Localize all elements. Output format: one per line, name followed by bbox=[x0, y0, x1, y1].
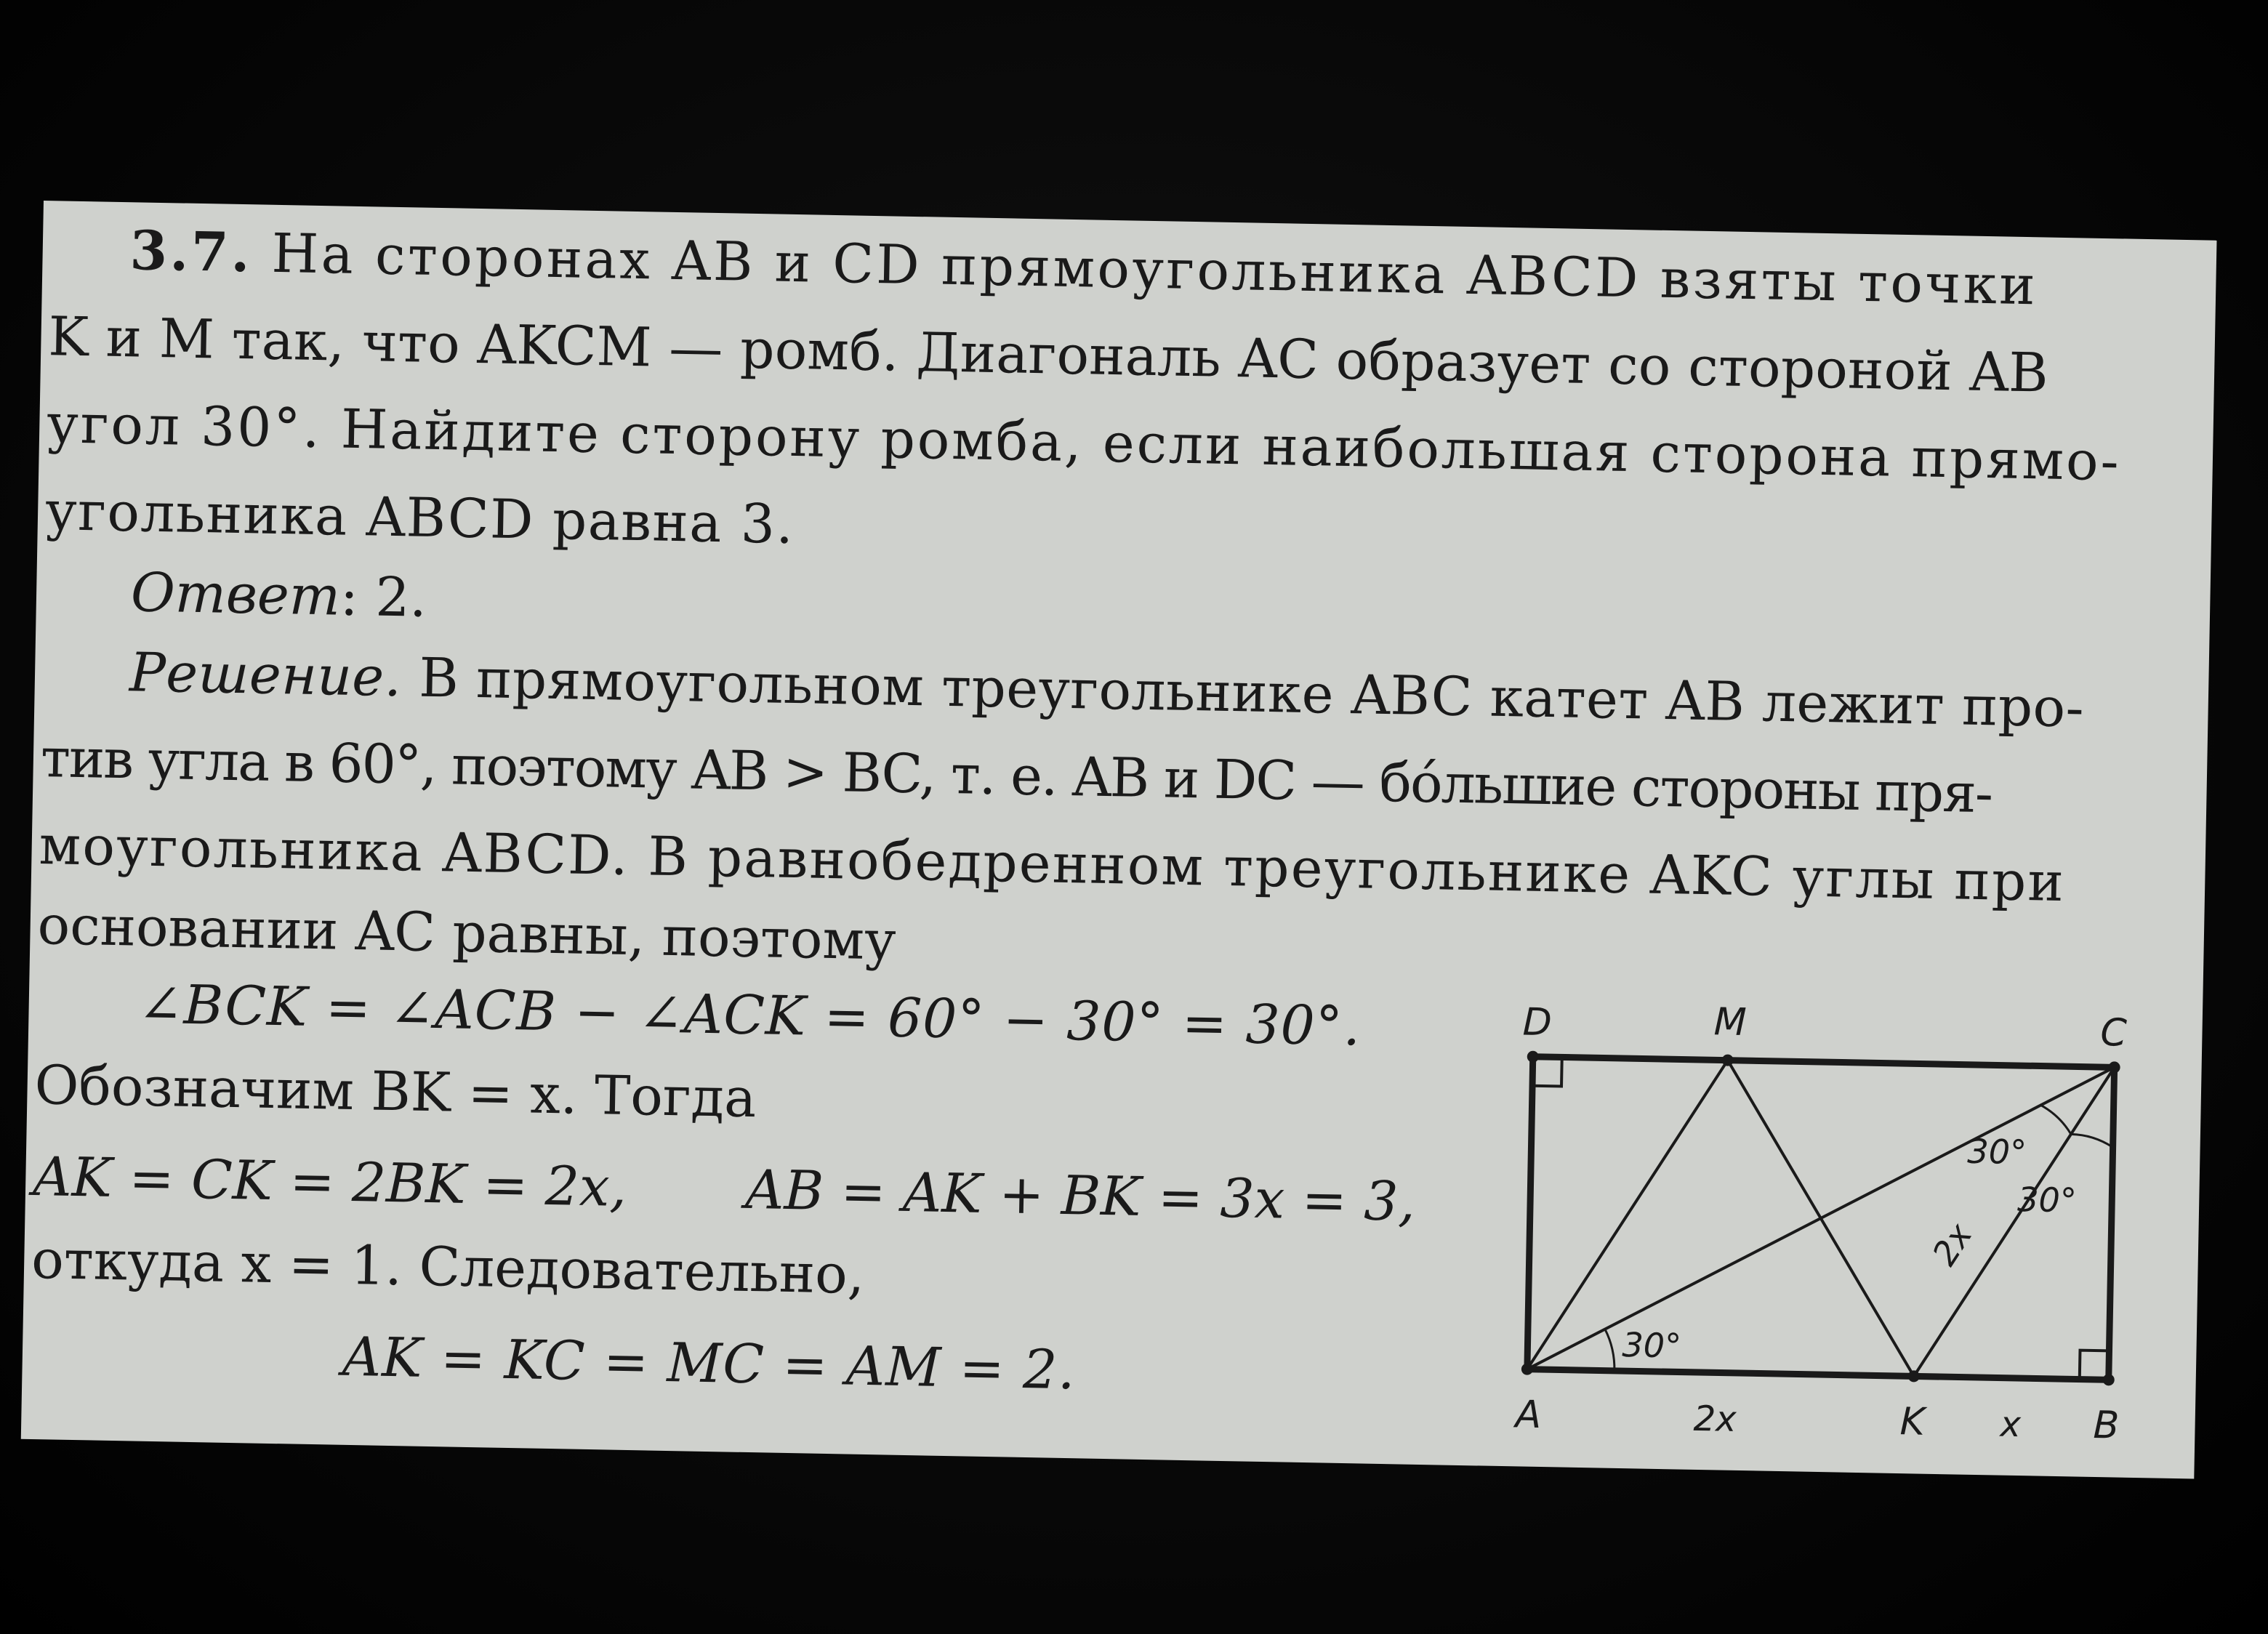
segment-label-ak: 2x bbox=[1693, 1398, 1737, 1440]
label-d: D bbox=[1522, 1000, 1553, 1045]
answer-label: Ответ bbox=[130, 561, 341, 628]
solution-line-3: моугольника ABCD. В равнобедренном треугольнике AKC углы при bbox=[38, 814, 2066, 914]
angle-arc-c-2 bbox=[2071, 1134, 2113, 1147]
formula-angle-bck: ∠BCK = ∠ACB − ∠ACK = 60° − 30° = 30°. bbox=[137, 973, 1362, 1058]
solution-line-4: основании AC равны, поэтому bbox=[36, 894, 897, 973]
label-m: M bbox=[1713, 1000, 1748, 1045]
angle-arc-c-1 bbox=[2040, 1106, 2072, 1135]
solution-line-1: Решение. В прямоугольном треугольнике ABC катет AB лежит про- bbox=[129, 641, 2085, 740]
right-angle-marker-d bbox=[1532, 1057, 1562, 1087]
label-b: B bbox=[2093, 1403, 2120, 1448]
point-b bbox=[2103, 1374, 2115, 1385]
segment-label-kb: x bbox=[2000, 1404, 2022, 1446]
problem-number: 3.7. bbox=[129, 220, 253, 285]
formula-ak-ck: AK = CK = 2BK = 2x, bbox=[32, 1145, 627, 1219]
formula-rhombus-side: AK = KC = MC = AM = 2. bbox=[342, 1325, 1077, 1402]
label-a: A bbox=[1515, 1393, 1542, 1438]
answer-line bbox=[130, 561, 427, 629]
point-d bbox=[1527, 1051, 1539, 1063]
solution-line-6: откуда x = 1. Следовательно, bbox=[31, 1228, 866, 1306]
angle-label-a: 30° bbox=[1622, 1325, 1682, 1366]
solution-label: Решение. bbox=[129, 641, 403, 709]
formula-ab-sum: AB = AK + BK = 3x = 3, bbox=[744, 1158, 1416, 1233]
label-k: K bbox=[1899, 1400, 1926, 1444]
angle-label-acb: 30° bbox=[1966, 1131, 2027, 1172]
problem-line-2: K и M так, что AKCM — ромб. Диагональ AC образует со стороной AB bbox=[47, 305, 2049, 405]
segment-mk bbox=[1722, 1061, 1920, 1377]
rectangle-rhombus-figure bbox=[1511, 991, 2160, 1468]
angle-label-bck: 30° bbox=[2016, 1179, 2078, 1220]
solution-line-2: тив угла в 60°, поэтому AB > BC, т. е. AB и DC — бóльшие стороны пря- bbox=[40, 727, 1992, 826]
problem-line-1: 3.7. На сторонах AB и CD прямоугольника ABCD взяты точки bbox=[129, 220, 2038, 318]
angle-arc-a bbox=[1604, 1329, 1615, 1371]
segment-label-kc: 2x bbox=[1924, 1216, 1980, 1273]
problem-line-3: угол 30°. Найдите сторону ромба, если наибольшая сторона прямо- bbox=[46, 393, 2122, 494]
label-c: C bbox=[2099, 1011, 2128, 1055]
solution-line-5: Обозначим BK = x. Тогда bbox=[33, 1053, 757, 1130]
right-angle-marker-b bbox=[2080, 1351, 2110, 1380]
answer-value: : 2. bbox=[339, 565, 427, 629]
problem-line-4: угольника ABCD равна 3. bbox=[44, 480, 795, 556]
textbook-page bbox=[21, 201, 2217, 1479]
